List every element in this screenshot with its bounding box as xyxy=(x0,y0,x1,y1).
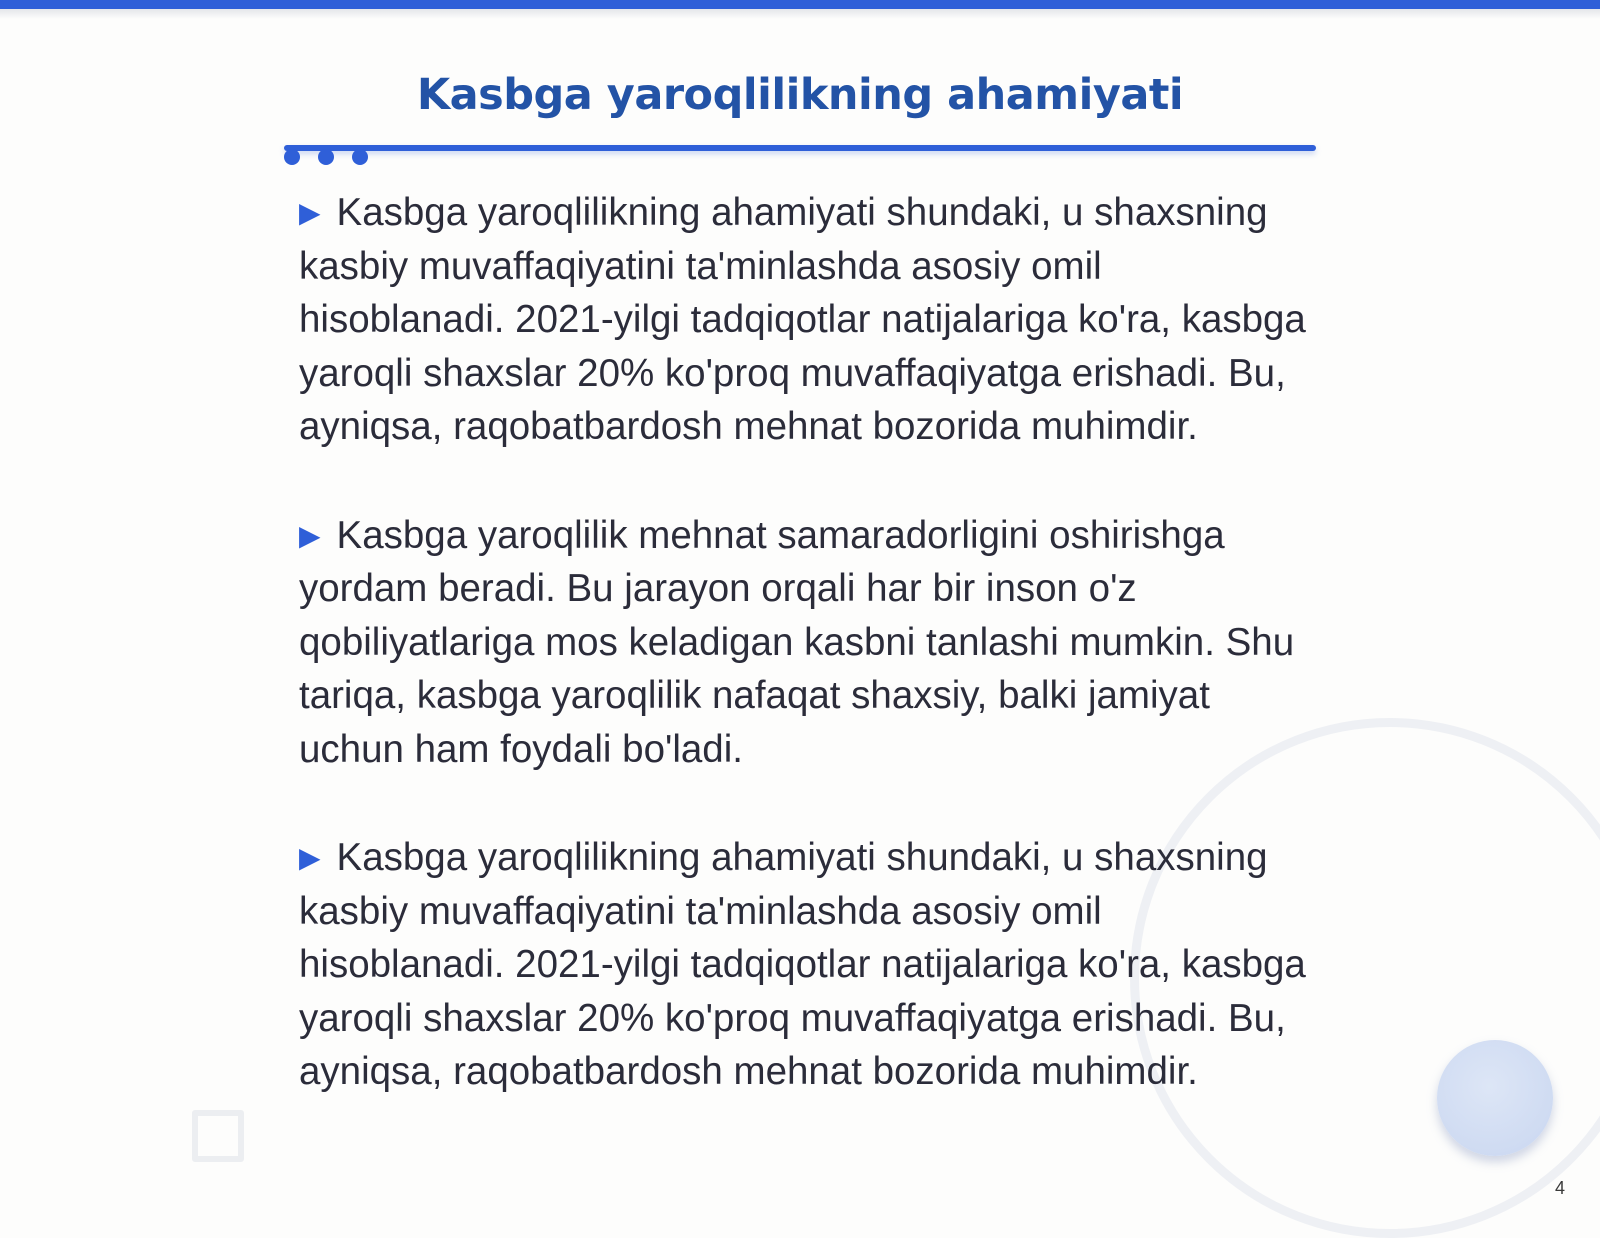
title-underline xyxy=(284,145,1316,151)
bullet-item xyxy=(299,831,1309,1099)
page-number: 4 xyxy=(1555,1178,1566,1198)
bullet-text: Kasbga yaroqlilik mehnat samaradorligini oshirishga yordam beradi. Bu jarayon orqali har bir inson o'z qobiliyatlariga mos keladigan kasbni tanlashi mumkin. Shu tariqa, kasbga yaroqlilik nafaqat shaxsiy, balki jamiyat uchun ham foydali bo'ladi. xyxy=(299,513,1295,771)
bullet-text: Kasbga yaroqlilikning ahamiyati shundaki, u shaxsning kasbiy muvaffaqiyatini ta'minlashda asosiy omil hisoblanadi. 2021-yilgi tadqiqotlar natijalariga ko'ra, kasbga yaroqli shaxslar 20% ko'proq muvaffaqiyatga erishadi. Bu, ayniqsa, raqobatbardosh mehnat bozorida muhimdir. xyxy=(299,191,1306,448)
decorative-circle-blob xyxy=(1437,1040,1553,1156)
top-bar-shadow xyxy=(0,9,1600,19)
bullet-arrow-icon: ▶ xyxy=(299,197,321,228)
slide-title: Kasbga yaroqlilikning ahamiyati xyxy=(416,70,1184,120)
underline-dot xyxy=(352,149,368,165)
bullet-item xyxy=(299,186,1309,454)
bullet-arrow-icon: ▶ xyxy=(299,842,321,873)
underline-dot xyxy=(284,149,300,165)
underline-dot xyxy=(318,149,334,165)
decorative-square xyxy=(192,1110,244,1162)
bullet-item xyxy=(299,509,1309,777)
bullet-arrow-icon: ▶ xyxy=(299,519,321,551)
bullet-list xyxy=(299,186,1309,1154)
bullet-text: Kasbga yaroqlilikning ahamiyati shundaki, u shaxsning kasbiy muvaffaqiyatini ta'minlashda asosiy omil hisoblanadi. 2021-yilgi tadqiqotlar natijalariga ko'ra, kasbga yaroqli shaxslar 20% ko'proq muvaffaqiyatga erishadi. Bu, ayniqsa, raqobatbardosh mehnat bozorida muhimdir. xyxy=(299,836,1306,1093)
top-accent-bar xyxy=(0,0,1600,9)
